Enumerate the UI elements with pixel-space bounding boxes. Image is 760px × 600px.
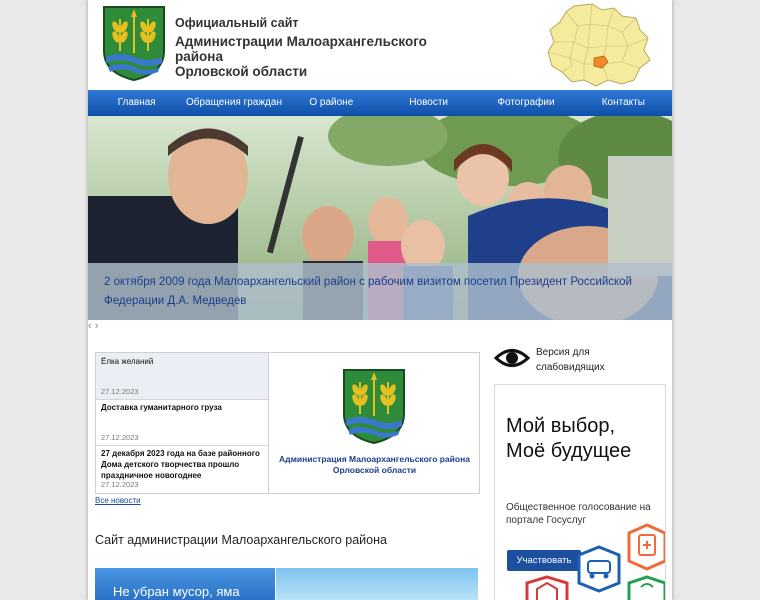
nav-item-photos[interactable]: Фотографии <box>497 97 555 108</box>
news-item[interactable] <box>96 399 268 446</box>
news-block <box>95 352 480 494</box>
header <box>88 0 672 90</box>
photo-slider[interactable] <box>88 116 672 320</box>
nav-item-contacts[interactable]: Контакты <box>601 97 645 108</box>
news-item-date: 27.12.2023 <box>101 387 139 396</box>
report-banner-text: Не убран мусор, яма <box>113 584 240 599</box>
slider-arrows[interactable]: ‹ › <box>88 320 99 332</box>
about-heading: Сайт администрации Малоархангельского района <box>95 533 387 547</box>
gosuslugi-title: Мой выбор, Моё будущее <box>506 415 632 462</box>
slider-caption-text: 2 октября 2009 года Малоархангельский район с рабочим визитом посетил Президент Российской Федерации Д.А. Медведев <box>104 276 632 307</box>
gosuslugi-subtitle: Общественное голосование на портале Госуслуг <box>506 502 651 526</box>
participate-button[interactable]: Участвовать <box>507 550 581 571</box>
coat-of-arms-icon <box>342 368 406 444</box>
nav-item-about[interactable]: О районе <box>309 97 354 108</box>
coat-of-arms-icon[interactable] <box>102 5 166 81</box>
report-banner[interactable] <box>95 568 275 600</box>
site-title <box>175 16 427 79</box>
main-nav <box>88 90 672 116</box>
page <box>88 0 672 600</box>
news-item-title[interactable]: 27 декабря 2023 года на базе районного Дома детского творчества прошло праздничное новогоднее <box>101 449 260 480</box>
news-item-date: 27.12.2023 <box>101 433 139 442</box>
all-news-link[interactable]: Все новости <box>95 496 141 505</box>
news-list <box>96 353 268 493</box>
news-feature[interactable] <box>268 353 480 493</box>
slider-caption <box>88 263 672 320</box>
news-item-date: 27.12.2023 <box>101 480 139 489</box>
site-title-line-3: района <box>175 49 223 64</box>
news-item[interactable] <box>96 353 268 400</box>
nav-item-news[interactable]: Новости <box>409 97 448 108</box>
site-title-line-2: Администрации Малоархангельского <box>175 34 427 49</box>
news-feature-caption: Администрация Малоархангельского района Орловской области <box>279 454 470 475</box>
news-item[interactable] <box>96 445 268 492</box>
low-vision-label: Версия для слабовидящих <box>536 347 605 373</box>
news-item-title[interactable]: Доставка гуманитарного груза <box>101 403 222 412</box>
services-icons <box>525 521 665 600</box>
news-item-title[interactable]: Ёлка желаний <box>101 357 154 366</box>
info-banner[interactable] <box>276 568 478 600</box>
nav-item-appeals[interactable]: Обращения граждан <box>185 97 282 108</box>
site-title-line-4: Орловской области <box>175 64 308 79</box>
gosuslugi-banner[interactable] <box>494 384 666 600</box>
nav-item-home[interactable]: Главная <box>117 97 156 108</box>
eye-icon <box>494 347 530 369</box>
site-title-line-1: Официальный сайт <box>175 16 299 30</box>
low-vision-version-link[interactable] <box>494 343 664 377</box>
region-map-icon <box>544 2 652 88</box>
